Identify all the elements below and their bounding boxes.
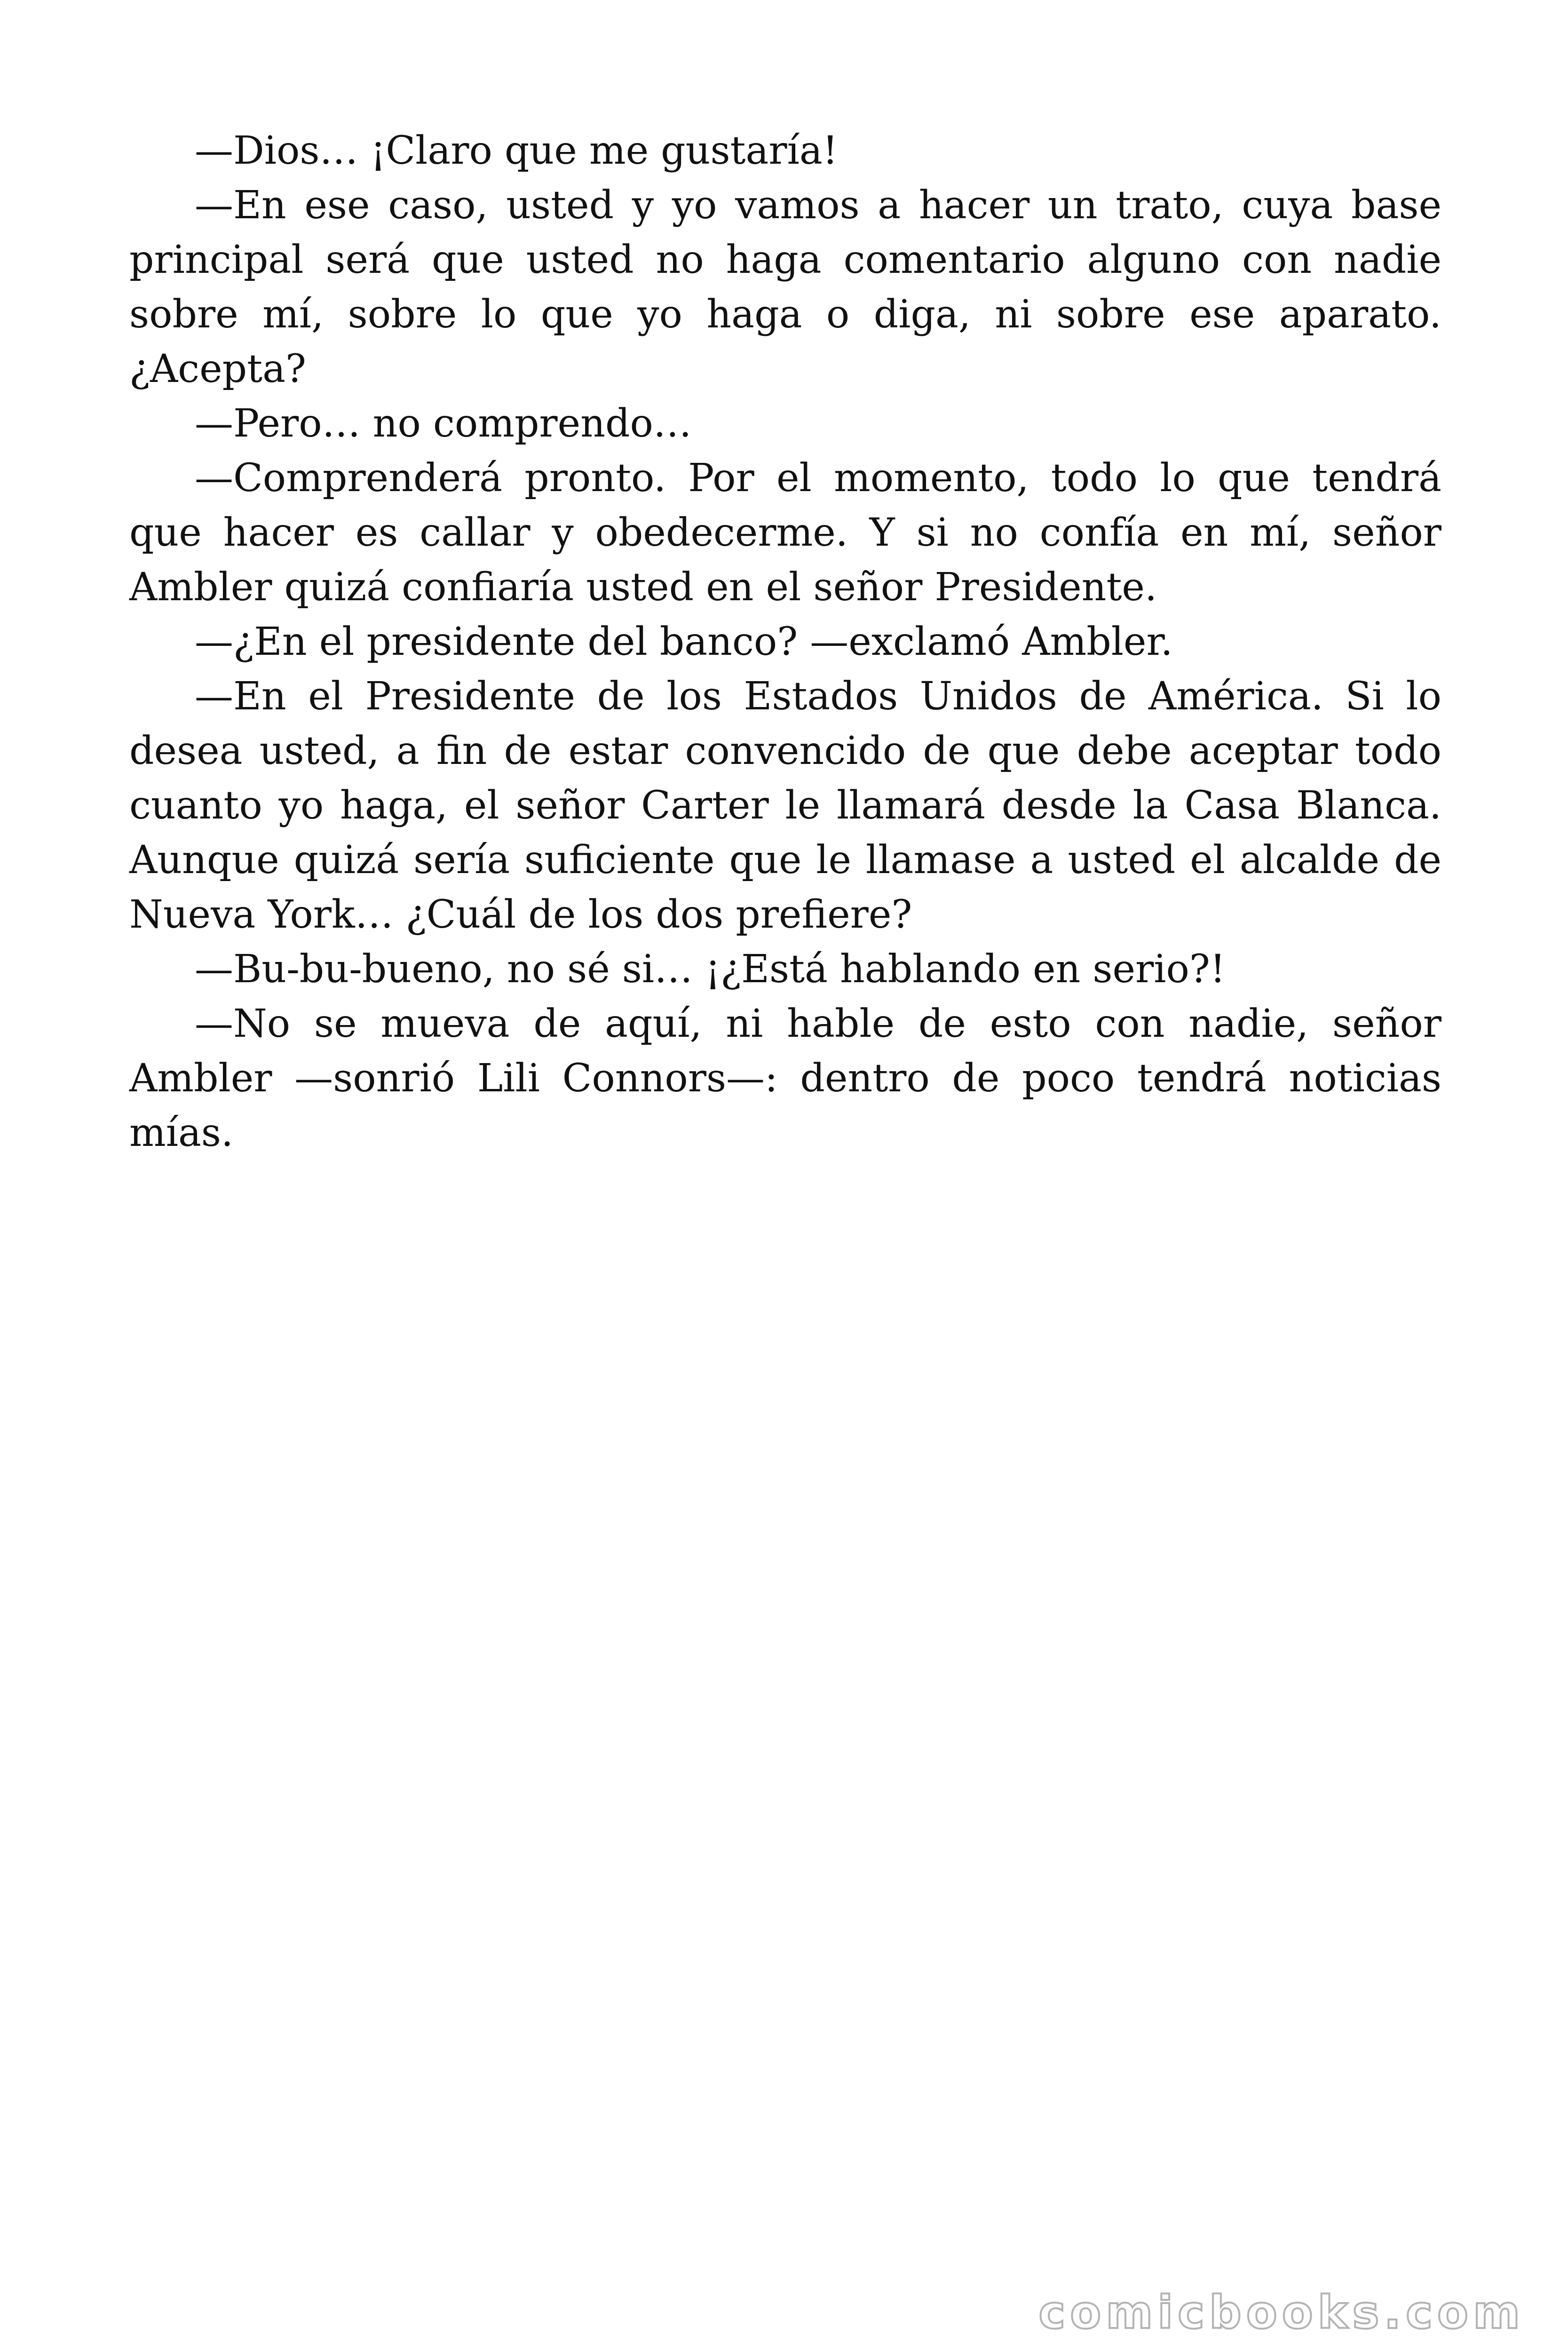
paragraph-7: —Bu-bu-bueno, no sé si… ¡¿Está hablando en serio?! <box>195 947 1226 992</box>
book-page-text <box>129 124 1441 1160</box>
paragraph-6: —En el Presidente de los Estados Unidos de América. Si lo desea usted, a fin de estar convencido de que debe aceptar todo cuanto yo haga, el señor Carter le llamará desde la Casa Blanca. Aunque quizá sería suficiente que le llamase a usted el alcalde de Nueva York… ¿Cuál de los dos prefiere? <box>129 674 1441 937</box>
paragraph-4: —Comprenderá pronto. Por el momento, todo lo que tendrá que hacer es callar y obedecerme. Y si no confía en mí, señor Ambler quizá confiaría usted en el señor Presidente. <box>129 456 1441 610</box>
paragraph-3: —Pero… no comprendo… <box>195 401 692 446</box>
paragraph-2: —En ese caso, usted y yo vamos a hacer un trato, cuya base principal será que usted no haga comentario alguno con nadie sobre mí, sobre lo que yo haga o diga, ni sobre ese aparato. ¿Acepta? <box>129 183 1441 391</box>
paragraph-8: —No se mueva de aquí, ni hable de esto con nadie, señor Ambler —sonrió Lili Connors—: dentro de poco tendrá noticias mías. <box>129 1001 1441 1155</box>
watermark-text: comicbooks.com <box>1038 2286 1525 2339</box>
paragraph-5: —¿En el presidente del banco? —exclamó Ambler. <box>195 620 1173 664</box>
paragraph-1: —Dios… ¡Claro que me gustaría! <box>195 128 838 173</box>
